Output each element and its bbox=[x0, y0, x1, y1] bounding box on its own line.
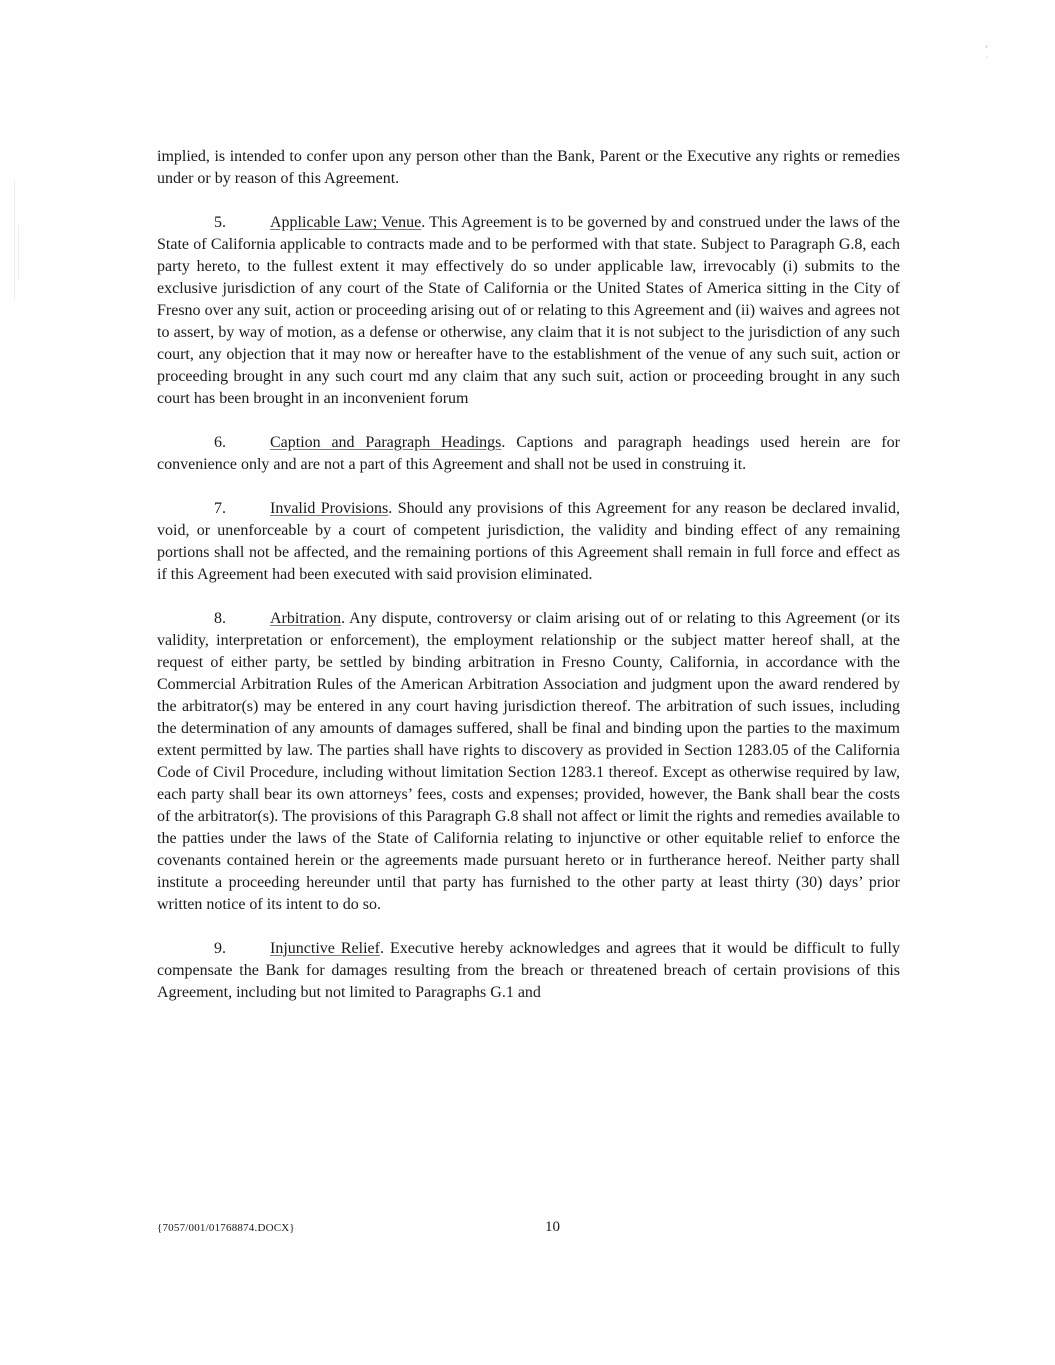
paragraph-number: 8. bbox=[214, 610, 226, 627]
paragraph-arbitration bbox=[157, 608, 900, 916]
paragraph-injunctive-relief bbox=[157, 938, 900, 1004]
paragraph-number: 6. bbox=[214, 434, 226, 451]
paragraph-heading: Arbitration bbox=[270, 610, 342, 627]
paragraph-heading: Caption and Paragraph Headings bbox=[270, 434, 502, 451]
continuation-paragraph: implied, is intended to confer upon any person other than the Bank, Parent or the Executive any rights or remedies under or by reason of this Agreement. bbox=[157, 148, 900, 187]
scan-artifact bbox=[14, 180, 15, 300]
paragraph-text: . Executive hereby acknowledges and agrees that it would be difficult to fully compensate the Bank for damages resulting from the breach or threatened breach of certain provisions of this Agreement, including but not limited to Paragraphs G.1 and bbox=[157, 940, 900, 1001]
paragraph-text: . Should any provisions of this Agreement for any reason be declared invalid, void, or unenforceable by a court of competent jurisdiction, the validity and binding effect of any remaining portions shall not be affected, and the remaining portions of this Agreement shall remain in full force and effect as if this Agreement had been executed with said provision eliminated. bbox=[157, 500, 901, 583]
paragraph-heading: Invalid Provisions bbox=[270, 500, 389, 517]
document-body bbox=[157, 146, 900, 1026]
document-id-footer: {7057/001/01768874.DOCX} bbox=[157, 1222, 295, 1234]
paragraph-applicable-law bbox=[157, 212, 900, 410]
scan-artifact bbox=[985, 45, 988, 48]
paragraph-number: 7. bbox=[214, 500, 226, 517]
paragraph-invalid-provisions bbox=[157, 498, 900, 586]
paragraph-caption-headings bbox=[157, 432, 900, 476]
paragraph-text: . Captions and paragraph headings used herein are for convenience only and are not a part of this Agreement and shall not be used in construing it. bbox=[157, 434, 900, 473]
paragraph-text: . Any dispute, controversy or claim arising out of or relating to this Agreement (or its validity, interpretation or enforcement), the employment relationship or the subject matter hereof shall, at the request of either party, be settled by binding arbitration in Fresno County, California, in accordance with the Commercial Arbitration Rules of the American Arbitration Association and judgment upon the award rendered by the arbitrator(s) may be entered in any court having jurisdiction thereof. The arbitration of such issues, including the determination of any amounts of damages suffered, shall be final and binding upon the parties to the maximum extent permitted by law. The parties shall have rights to discovery as provided in Section 1283.05 of the California Code of Civil Procedure, including without limitation Section 1283.1 thereof. Except as otherwise required by law, each party shall bear its own attorneys’ fees, costs and expenses; provided, however, the Bank shall bear the costs of the arbitrator(s). The provisions of this Paragraph G.8 shall not affect or limit the rights and remedies available to the patties under the laws of the State of California relating to injunctive or other equitable relief to enforce the covenants contained herein or the agreements made pursuant hereto or in furtherance hereof. Neither party shall institute a proceeding hereunder until that party has furnished to the other party at least thirty (30) days’ prior written notice of its intent to do so. bbox=[157, 610, 900, 913]
page-number: 10 bbox=[545, 1219, 560, 1235]
paragraph-text: . This Agreement is to be governed by and construed under the laws of the State of California applicable to contracts made and to be performed with that state. Subject to Paragraph G.8, each party hereto, to the fullest extent it may effectively do so under applicable law, irrevocably (i) submits to the exclusive jurisdiction of any court of the State of California or the United States of America sitting in the City of Fresno over any suit, action or proceeding arising out of or relating to this Agreement and (ii) waives and agrees not to assert, by way of motion, as a defense or otherwise, any claim that it is not subject to the jurisdiction of any such court, any objection that it may now or hereafter have to the establishment of the venue of any such suit, action or proceeding brought in any such court md any claim that any such suit, action or proceeding brought in any such court has been brought in an inconvenient forum bbox=[157, 214, 901, 407]
paragraph-heading: Applicable Law; Venue bbox=[270, 214, 422, 231]
paragraph-heading: Injunctive Relief bbox=[270, 940, 380, 957]
scan-artifact bbox=[18, 225, 19, 280]
scan-artifact bbox=[986, 56, 988, 58]
paragraph-number: 5. bbox=[214, 214, 226, 231]
paragraph-number: 9. bbox=[214, 940, 226, 957]
